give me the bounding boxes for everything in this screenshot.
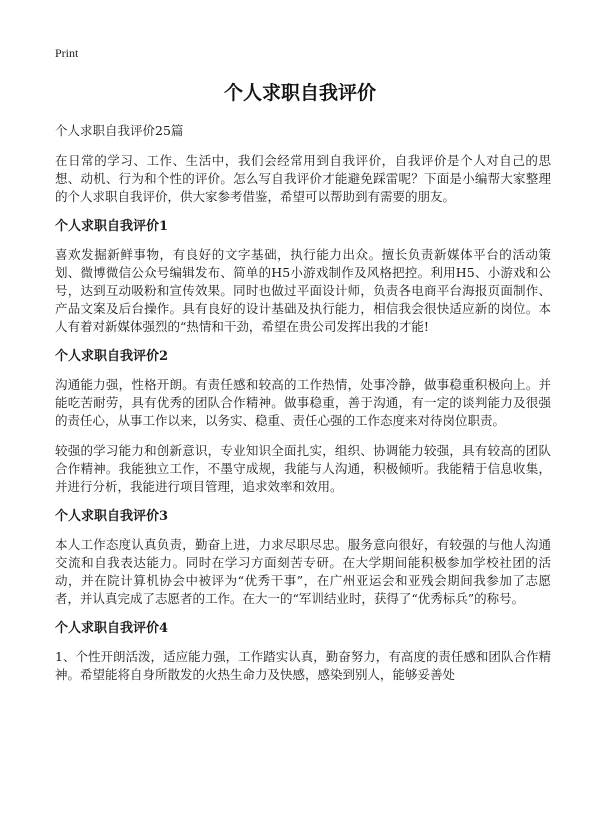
document-subtitle: 个人求职自我评价25篇 <box>55 123 184 138</box>
print-link[interactable]: Print <box>55 46 79 60</box>
section-heading-2: 个人求职自我评价2 <box>55 349 169 364</box>
document-title: 个人求职自我评价 <box>223 82 376 104</box>
section-2-paragraph-1: 沟通能力强，性格开朗。有责任感和较高的工作热情，处事冷静，做事稳重积极向上。并能吃苦耐劳，具有优秀的团队合作精神。做事稳重，善于沟通，有一定的谈判能力及很强的责任心，从事工作以来，以务实、稳重、责任心强的工作态度来对待岗位职责。 <box>55 377 551 428</box>
intro-paragraph: 在日常的学习、工作、生活中，我们会经常用到自我评价，自我评价是个人对自己的思想、动机、行为和个性的评价。怎么写自我评价才能避免踩雷呢？下面是小编帮大家整理的个人求职自我评价，供大家参考借鉴，希望可以帮助到有需要的朋友。 <box>55 153 551 204</box>
document-body <box>55 122 551 696</box>
section-2-paragraph-2: 较强的学习能力和创新意识，专业知识全面扎实，组织、协调能力较强，具有较高的团队合作精神。我能独立工作，不墨守成规，我能与人沟通，积极倾听。我能精于信息收集，并进行分析，我能进行项目管理，追求效率和效用。 <box>55 443 551 494</box>
section-3-paragraph-1: 本人工作态度认真负责，勤奋上进，力求尽职尽忠。服务意向很好，有较强的与他人沟通交流和自我表达能力。同时在学习方面刻苦专研。在大学期间能积极参加学校社团的活动，并在院计算机协会中被评为“优秀干事”，在广州亚运会和亚残会期间我参加了志愿者，并认真完成了志愿者的工作。在大一的“军训结业时，获得了“优秀标兵”的称号。 <box>55 537 551 606</box>
section-heading-4: 个人求职自我评价4 <box>55 621 169 636</box>
section-1-paragraph-1: 喜欢发掘新鲜事物，有良好的文字基础，执行能力出众。擅长负责新媒体平台的活动策划、微博微信公众号编辑发布、简单的H5小游戏制作及风格把控。利用H5、小游戏和公号，达到互动吸粉和宣传效果。同时也做过平面设计师，负责各电商平台海报页面制作、产品文案及后台操作。具有良好的设计基础及执行能力，相信我会很快适应新的岗位。本人有着对新媒体强烈的“热情和干劲，希望在贵公司发挥出我的才能! <box>55 247 551 334</box>
section-4-paragraph-1: 1、个性开朗活泼，适应能力强，工作踏实认真，勤奋努力，有高度的责任感和团队合作精神。希望能将自身所散发的火热生命力及快感，感染到别人，能够妥善处 <box>55 649 551 682</box>
section-heading-3: 个人求职自我评价3 <box>55 509 169 524</box>
section-heading-1: 个人求职自我评价1 <box>55 219 169 234</box>
